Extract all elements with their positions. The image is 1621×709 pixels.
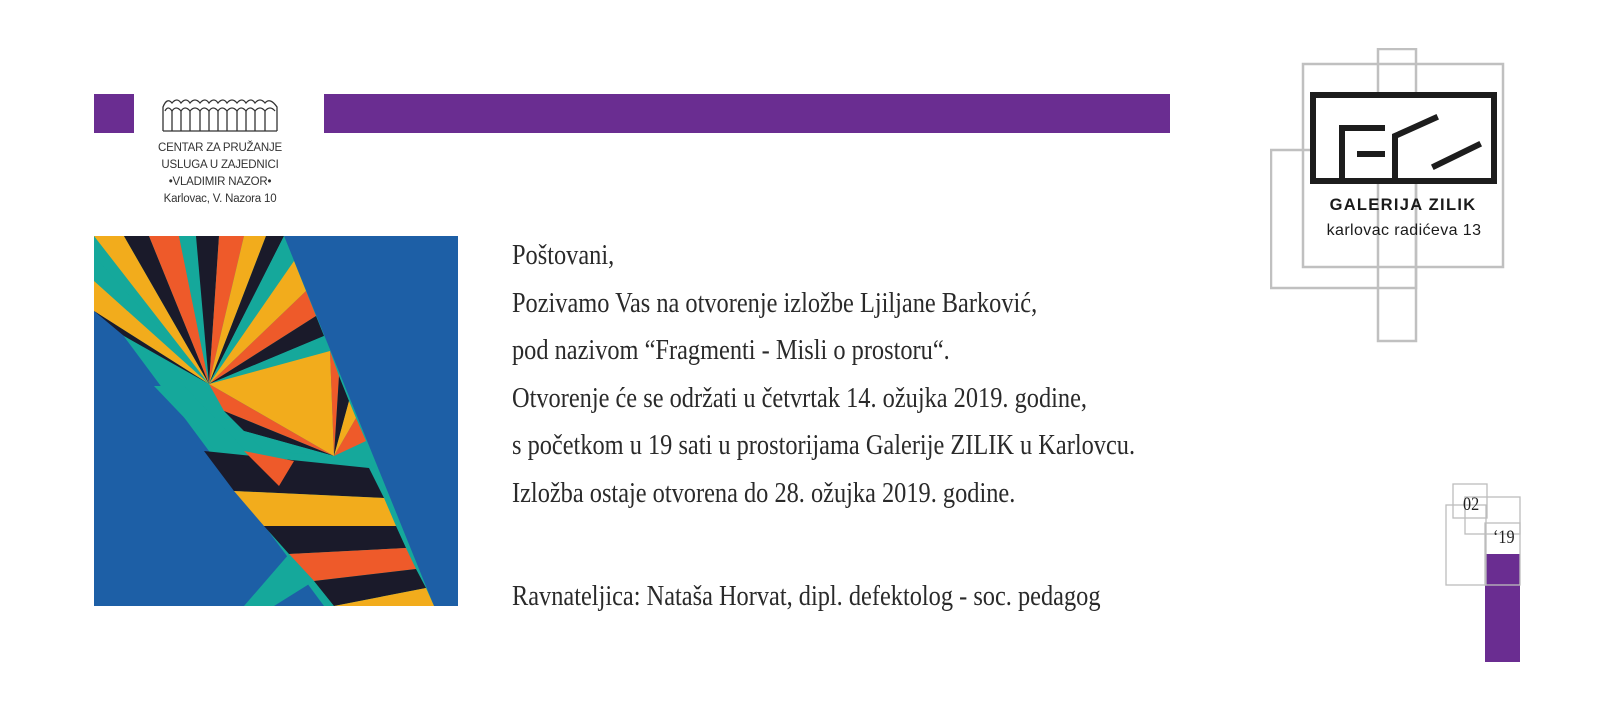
letter-line-5: Izložba ostaje otvorena do 28. ožujka 2019. godine.: [512, 476, 1016, 509]
letter-line-greeting: Poštovani,: [512, 239, 615, 271]
issue-date-badge: [1445, 483, 1525, 663]
letter-line-3: Otvorenje će se održati u četvrtak 14. ožujka 2019. godine,: [512, 381, 1087, 414]
invitation-letter: [512, 232, 1136, 517]
gallery-name: GALERIJA ZILIK: [1329, 196, 1477, 214]
accent-block-left: [94, 94, 134, 133]
institution-line-2: USLUGA U ZAJEDNICI: [161, 159, 279, 171]
letter-line-2: pod nazivom “Fragmenti - Misli o prostoru“.: [512, 334, 950, 366]
letter-line-1: Pozivamo Vas na otvorenje izložbe Ljiljane Barković,: [512, 286, 1038, 319]
signature-line: Ravnateljica: Nataša Horvat, dipl. defektolog - soc. pedagog: [512, 580, 1101, 612]
institution-line-4: Karlovac, V. Nazora 10: [163, 193, 277, 205]
institution-crest-icon: [162, 93, 278, 133]
institution-line-1: CENTAR ZA PRUŽANJE: [158, 142, 282, 154]
letter-line-4: s početkom u 19 sati u prostorijama Galerije ZILIK u Karlovcu.: [512, 429, 1136, 461]
abstract-painting: [94, 236, 458, 606]
institution-logo: [155, 93, 285, 208]
institution-line-3: •VLADIMIR NAZOR•: [168, 176, 272, 188]
accent-bar-top: [324, 94, 1170, 133]
gallery-address: karlovac radićeva 13: [1326, 222, 1482, 239]
issue-month: 02: [1463, 494, 1480, 515]
issue-year: ‘19: [1493, 527, 1515, 548]
